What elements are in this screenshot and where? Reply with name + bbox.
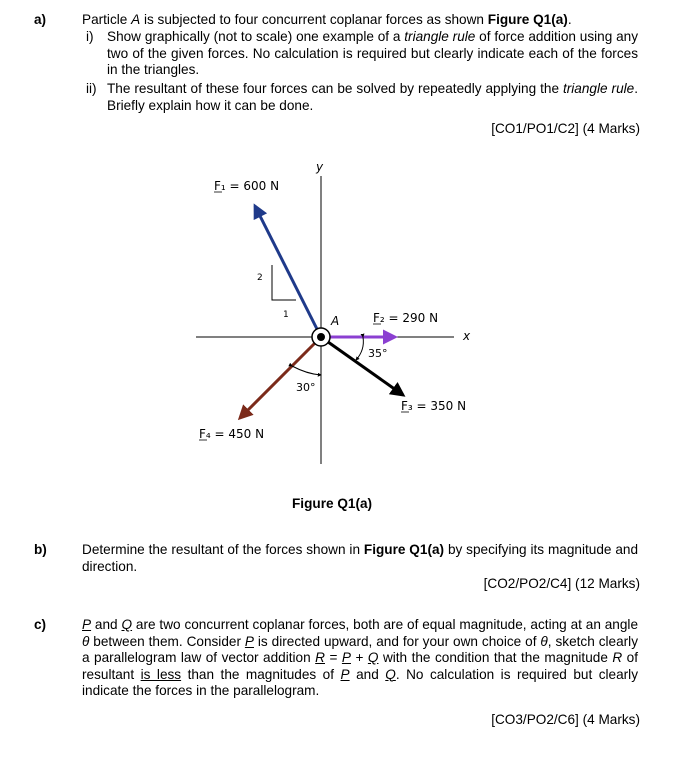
particle-a-center [317,333,325,341]
b-text-2: by specifying its magnitude and direction. [82,542,639,574]
c-text-6: = [325,650,342,665]
vector-q-3: Q [385,666,396,682]
y-axis-label: y [316,160,324,174]
vector-q: Q [121,617,133,632]
vector-p-4: P [340,666,350,682]
point-a-label: A [331,314,340,328]
angle-arc-f3 [356,337,363,360]
figure-caption: Figure Q1(a) [292,496,373,511]
intro-text-1: Particle [82,12,132,27]
vector-q-2: Q [367,650,379,665]
f4-label: F₄ = 450 N [199,427,265,441]
c-text-4: is directed upward, and for your own choice of [253,633,541,649]
c-text-10: than the magnitudes of [181,666,341,682]
part-c-text [82,617,638,700]
b-text-1: Determine the resultant of the forces shown in [82,542,364,557]
ii-text-2: . Briefly explain how it can be done. [107,81,638,113]
part-a-i-number: i) [86,29,94,44]
c-text-5: , sketch clearly a parallelogram law of vector addition [82,633,638,665]
theta-1: θ [82,633,90,649]
c-text-12: . No calculation is required but clearly indicate the forces in the parallelogram. [82,666,638,698]
c-text-3: between them. Consider [89,633,245,649]
f2-label: F₂ = 290 N [373,311,439,325]
intro-figure-ref: Figure Q1(a) [487,12,568,27]
c-text-8: with the condition that the magnitude [378,650,613,665]
intro-text-2: is subjected to four concurrent coplanar forces as shown [140,12,488,27]
b-figure-ref: Figure Q1(a) [363,542,445,557]
angle-f3-label: 35° [368,347,388,360]
intro-particle-a: A [131,12,141,27]
c-text-9: of resultant [82,650,639,682]
vector-p-3: P [341,650,351,665]
c-text-2: are two concurrent coplanar forces, both are of equal magnitude, acting at an angle [132,617,639,632]
intro-text-3: . [567,12,572,27]
magnitude-r: R [612,650,623,665]
c-text-1: and [91,617,122,632]
vector-r: R [315,650,325,665]
i-triangle-rule: triangle rule [404,29,476,44]
part-c-label: c) [34,617,47,632]
c-text-7: + [350,650,368,665]
part-c-marks: [CO3/PO2/C6] (4 Marks) [491,712,640,727]
f3-label: F₃ = 350 N [401,399,467,413]
i-text-1: Show graphically (not to scale) one example of a [107,29,405,44]
ii-text-1: The resultant of these four forces can be solved by repeatedly applying the [107,81,563,96]
theta-2: θ [540,633,548,649]
part-b-marks: [CO2/PO2/C4] (12 Marks) [483,576,640,591]
f1-label: F₁ = 600 N [214,179,280,193]
force-f4-arrow [240,337,321,418]
c-text-11: and [349,666,386,682]
vector-p: P [82,617,92,632]
slope-run-label: 1 [283,310,289,320]
angle-f4-label: 30° [296,381,316,394]
vector-p-2: P [244,633,254,649]
part-a-label: a) [34,12,47,27]
part-b-label: b) [34,542,47,557]
part-b-text [82,542,638,575]
part-a-marks: [CO1/PO1/C2] (4 Marks) [491,121,640,136]
is-less-text: is less [140,666,182,682]
x-axis-label: x [463,329,471,343]
slope-rise-label: 2 [257,273,263,283]
force-f3-arrow [321,337,403,395]
ii-triangle-rule: triangle rule [562,81,635,96]
part-a-ii-number: ii) [86,81,97,96]
i-text-2: of force addition using any two of the given forces. No calculation is required but clearly indicate each of the forces in the triangles. [107,29,639,77]
angle-arc-f4 [292,366,321,375]
